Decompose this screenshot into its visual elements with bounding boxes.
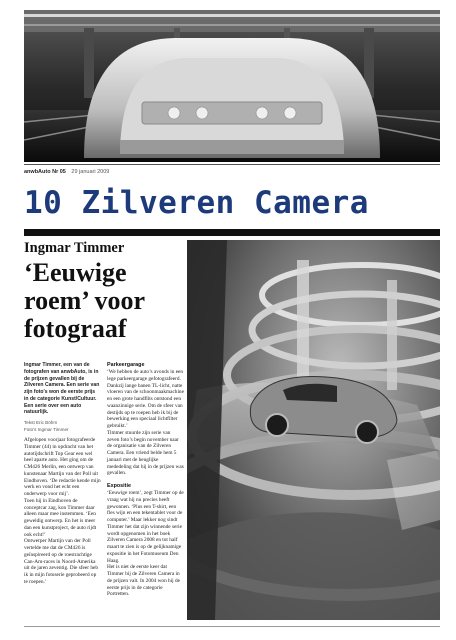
paragraph: ‘Eeuwige roem’, zegt Timmer op de vraag wat hij nu precies heeft gewonnen. ‘Plus een T-shirt, een fles wijn en een tekentablet voor de computer.’ Maar lekker nog sindt Timmer het dat zijn winnende serie wordt opgenomen in het boek Zilveren Camera 2008 en tot half maart te zien is op de gelijknamige expositie in het Fotomuseum Den Haag. bbox=[107, 490, 184, 564]
spiral-garage-photo bbox=[187, 240, 440, 620]
subhead-expositie: Expositie bbox=[107, 483, 131, 489]
body-column-1 bbox=[24, 362, 101, 598]
top-divider bbox=[24, 164, 440, 165]
credit-photo: Foto's Ingmar Timmer bbox=[24, 426, 69, 432]
paragraph: ‘We hebben de auto’s avonds in een lege parkeergarage gefotografeerd. Dankzij lange banen TL-licht, natte vloeren van de schoonmaakmachine en een grote handflits ontstond een waanzinnige serie. Om de sfeer van destijds op te roepen heb ik bij de bewerking een speciaal lichtfilter gebruikt.’ bbox=[107, 369, 184, 429]
spiral-garage-illustration bbox=[187, 240, 440, 620]
paragraph: Het is niet de eerste keer dat Timmer bij de Zilveren Camera in de prijzen valt. In 2004 won hij de eerste prijs in de categorie Portretten. bbox=[107, 564, 180, 598]
masthead-rule bbox=[24, 229, 440, 236]
article-intro: Ingmar Timmer, een van de fotografen van anwbAuto, is in de prijzen gevallen bij de Zilveren Camera. Een serie van zijn foto's won de eerste prijs in de categorie Kunst/Cultuur. Een serie over een auto natuurlijk. bbox=[24, 362, 100, 416]
car-front-illustration bbox=[24, 10, 440, 162]
credit-text: Tekst Eric Böhm bbox=[24, 420, 58, 425]
issue-line bbox=[24, 167, 440, 177]
subhead-parkeergarage: Parkeergarage bbox=[107, 362, 145, 368]
issue-date: 29 januari 2009 bbox=[71, 169, 110, 175]
body-column-2 bbox=[107, 362, 184, 598]
paragraph: Toen hij in Eindhoven de conceptcar zag, kon Timmer daar alleen maar mee instemmen. ‘Een geweldig ontwerp. En het is meer dan een kunstproject, de auto rijdt ook echt!’ bbox=[24, 497, 97, 538]
article-body bbox=[24, 362, 184, 598]
paragraph: Timmer stuurde zijn serie van zeven foto’s begin november naar de organisatie van de Zilveren Camera. Een vriend belde hem 5 januari met de heuglijke mededeling dat hij in de prijzen was gevallen. bbox=[107, 429, 184, 477]
issue-number: anwbAuto Nr 05 bbox=[24, 169, 66, 175]
paragraph: Ontwerper Martijn van der Poll vertelde me dat de CM426 is geïnspireerd op de roestrachtige Can-Am-races in Noord-Amerika uit de jaren zeventig. Die sfeer heb ik in mijn fotoserie geprobeerd op te roepen.’ bbox=[24, 538, 98, 585]
article bbox=[24, 240, 184, 620]
top-photo-car-front bbox=[24, 10, 440, 162]
byline-name: Ingmar Timmer bbox=[24, 240, 125, 256]
section-masthead: 10 Zilveren Camera bbox=[24, 185, 369, 221]
credits bbox=[24, 420, 101, 433]
paragraph: Afgelopen voorjaar fotografeerde Timmer (44) in opdracht van het autotijdschrift Top Gear een wel heel aparte auto. Het ging om de CM426 Merlin, een ontwerp van kunstenaar Martijn van der Poll uit Eindhoven. ‘De redactie kende mijn werk en vond het echt een onderwerp voor mij’. bbox=[24, 437, 101, 497]
headline: ‘Eeuwige roem’ voor fotograaf bbox=[24, 258, 145, 343]
bottom-divider bbox=[24, 626, 440, 627]
